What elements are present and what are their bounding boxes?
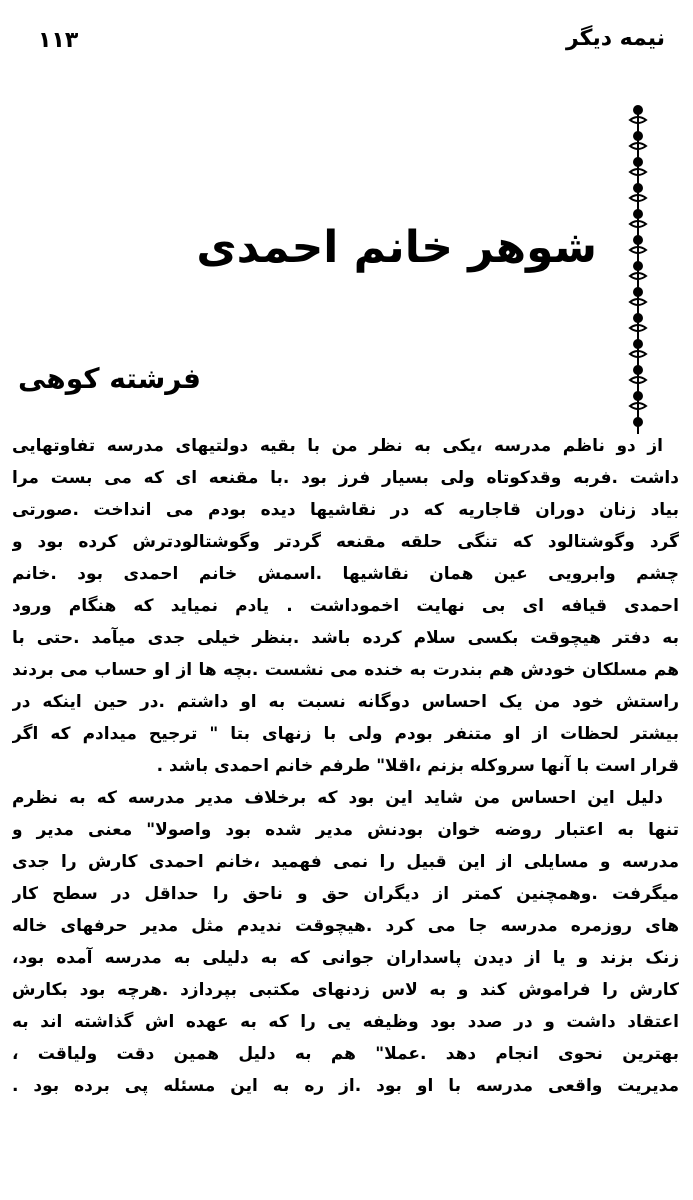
- body-line: راستش خود من یک احساس دوگانه نسبت به او داشتم .در حین اینکه در: [12, 692, 679, 712]
- body-line: چشم وابرویی عین همان نقاشیها .اسمش خانم احمدی بود .خانم: [12, 564, 679, 584]
- body-line: بیاد زنان دوران قاجاریه که در نقاشیها دیده بودم می انداخت .صورتی: [12, 500, 679, 520]
- body-line: قرار است با آنها سروکله بزنم ،اقلا" طرفم خانم احمدی باشد .: [156, 756, 679, 776]
- body-line: زنک بزند و یا از دیدن پاسداران جوانی که به دلیلی به مدرسه آمده بود،: [12, 948, 679, 968]
- floral-ornament-border: [618, 100, 658, 440]
- story-title: شوهر خانم احمدی: [196, 222, 597, 273]
- body-line: بهترین نحوی انجام دهد .عملا" هم به دلیل همین دقت ولیاقت ،: [12, 1044, 679, 1064]
- body-line: داشت .فربه وقدکوتاه ولی بسیار فرز بود .با مقنعه ای که می بست مرا: [12, 468, 679, 488]
- body-line: تنها به اعتبار روضه خوان بودنش مدیر شده بود واصولا" معنی مدیر و: [12, 820, 679, 840]
- body-line: از دو ناظم مدرسه ،یکی به نظر من با بقیه دولتیهای مدرسه تفاوتهایی: [12, 436, 663, 456]
- book-title: نیمه دیگر: [565, 26, 665, 51]
- story-body: [12, 430, 679, 1102]
- body-line: بیشتر لحظات از او متنفر بودم ولی با زنهای بتا " ترجیح میدادم که اگر: [12, 724, 679, 744]
- page-number: ۱۱۳: [38, 28, 79, 53]
- body-line: دلیل این احساس من شاید این بود که برخلاف مدیر مدرسه که به نظرم: [12, 788, 663, 808]
- body-line: میگرفت .وهمچنین کمتر از دیگران حق و ناحق را حداقل در سطح کار: [12, 884, 679, 904]
- body-line: به دفتر هیچوقت بکسی سلام کرده باشد .بنظر خیلی جدی میآمد .حتی با: [12, 628, 679, 648]
- author-name: فرشته کوهی: [17, 362, 201, 395]
- body-line: مدیریت واقعی مدرسه با او بود .از ره به این مسئله پی برده بود .: [12, 1076, 679, 1096]
- body-line: هم مسلکان خودش هم بندرت به خنده می نشست .بچه ها از او حساب می بردند: [12, 660, 679, 680]
- body-line: های روزمره مدرسه جا می کرد .هیچوقت ندیدم مثل مدیر حرفهای خاله: [12, 916, 679, 936]
- body-line: احمدی قیافه ای بی نهایت اخموداشت . یادم نمیاید که هنگام ورود: [12, 596, 679, 616]
- body-line: کارش را فراموش کند و به لاس زدنهای مکتبی بپردازد .هرچه بود بکارش: [12, 980, 679, 1000]
- body-line: اعتقاد داشت و در صدد بود وظیفه یی را که به عهده اش گذاشته اند به: [12, 1012, 679, 1032]
- body-line: مدرسه و مسایلی از این قبیل را نمی فهمید ،خانم احمدی کارش را جدی: [12, 852, 679, 872]
- body-line: گرد وگوشتالود که تنگی حلقه مقنعه گردتر وگوشتالودترش کرده بود و: [12, 532, 679, 552]
